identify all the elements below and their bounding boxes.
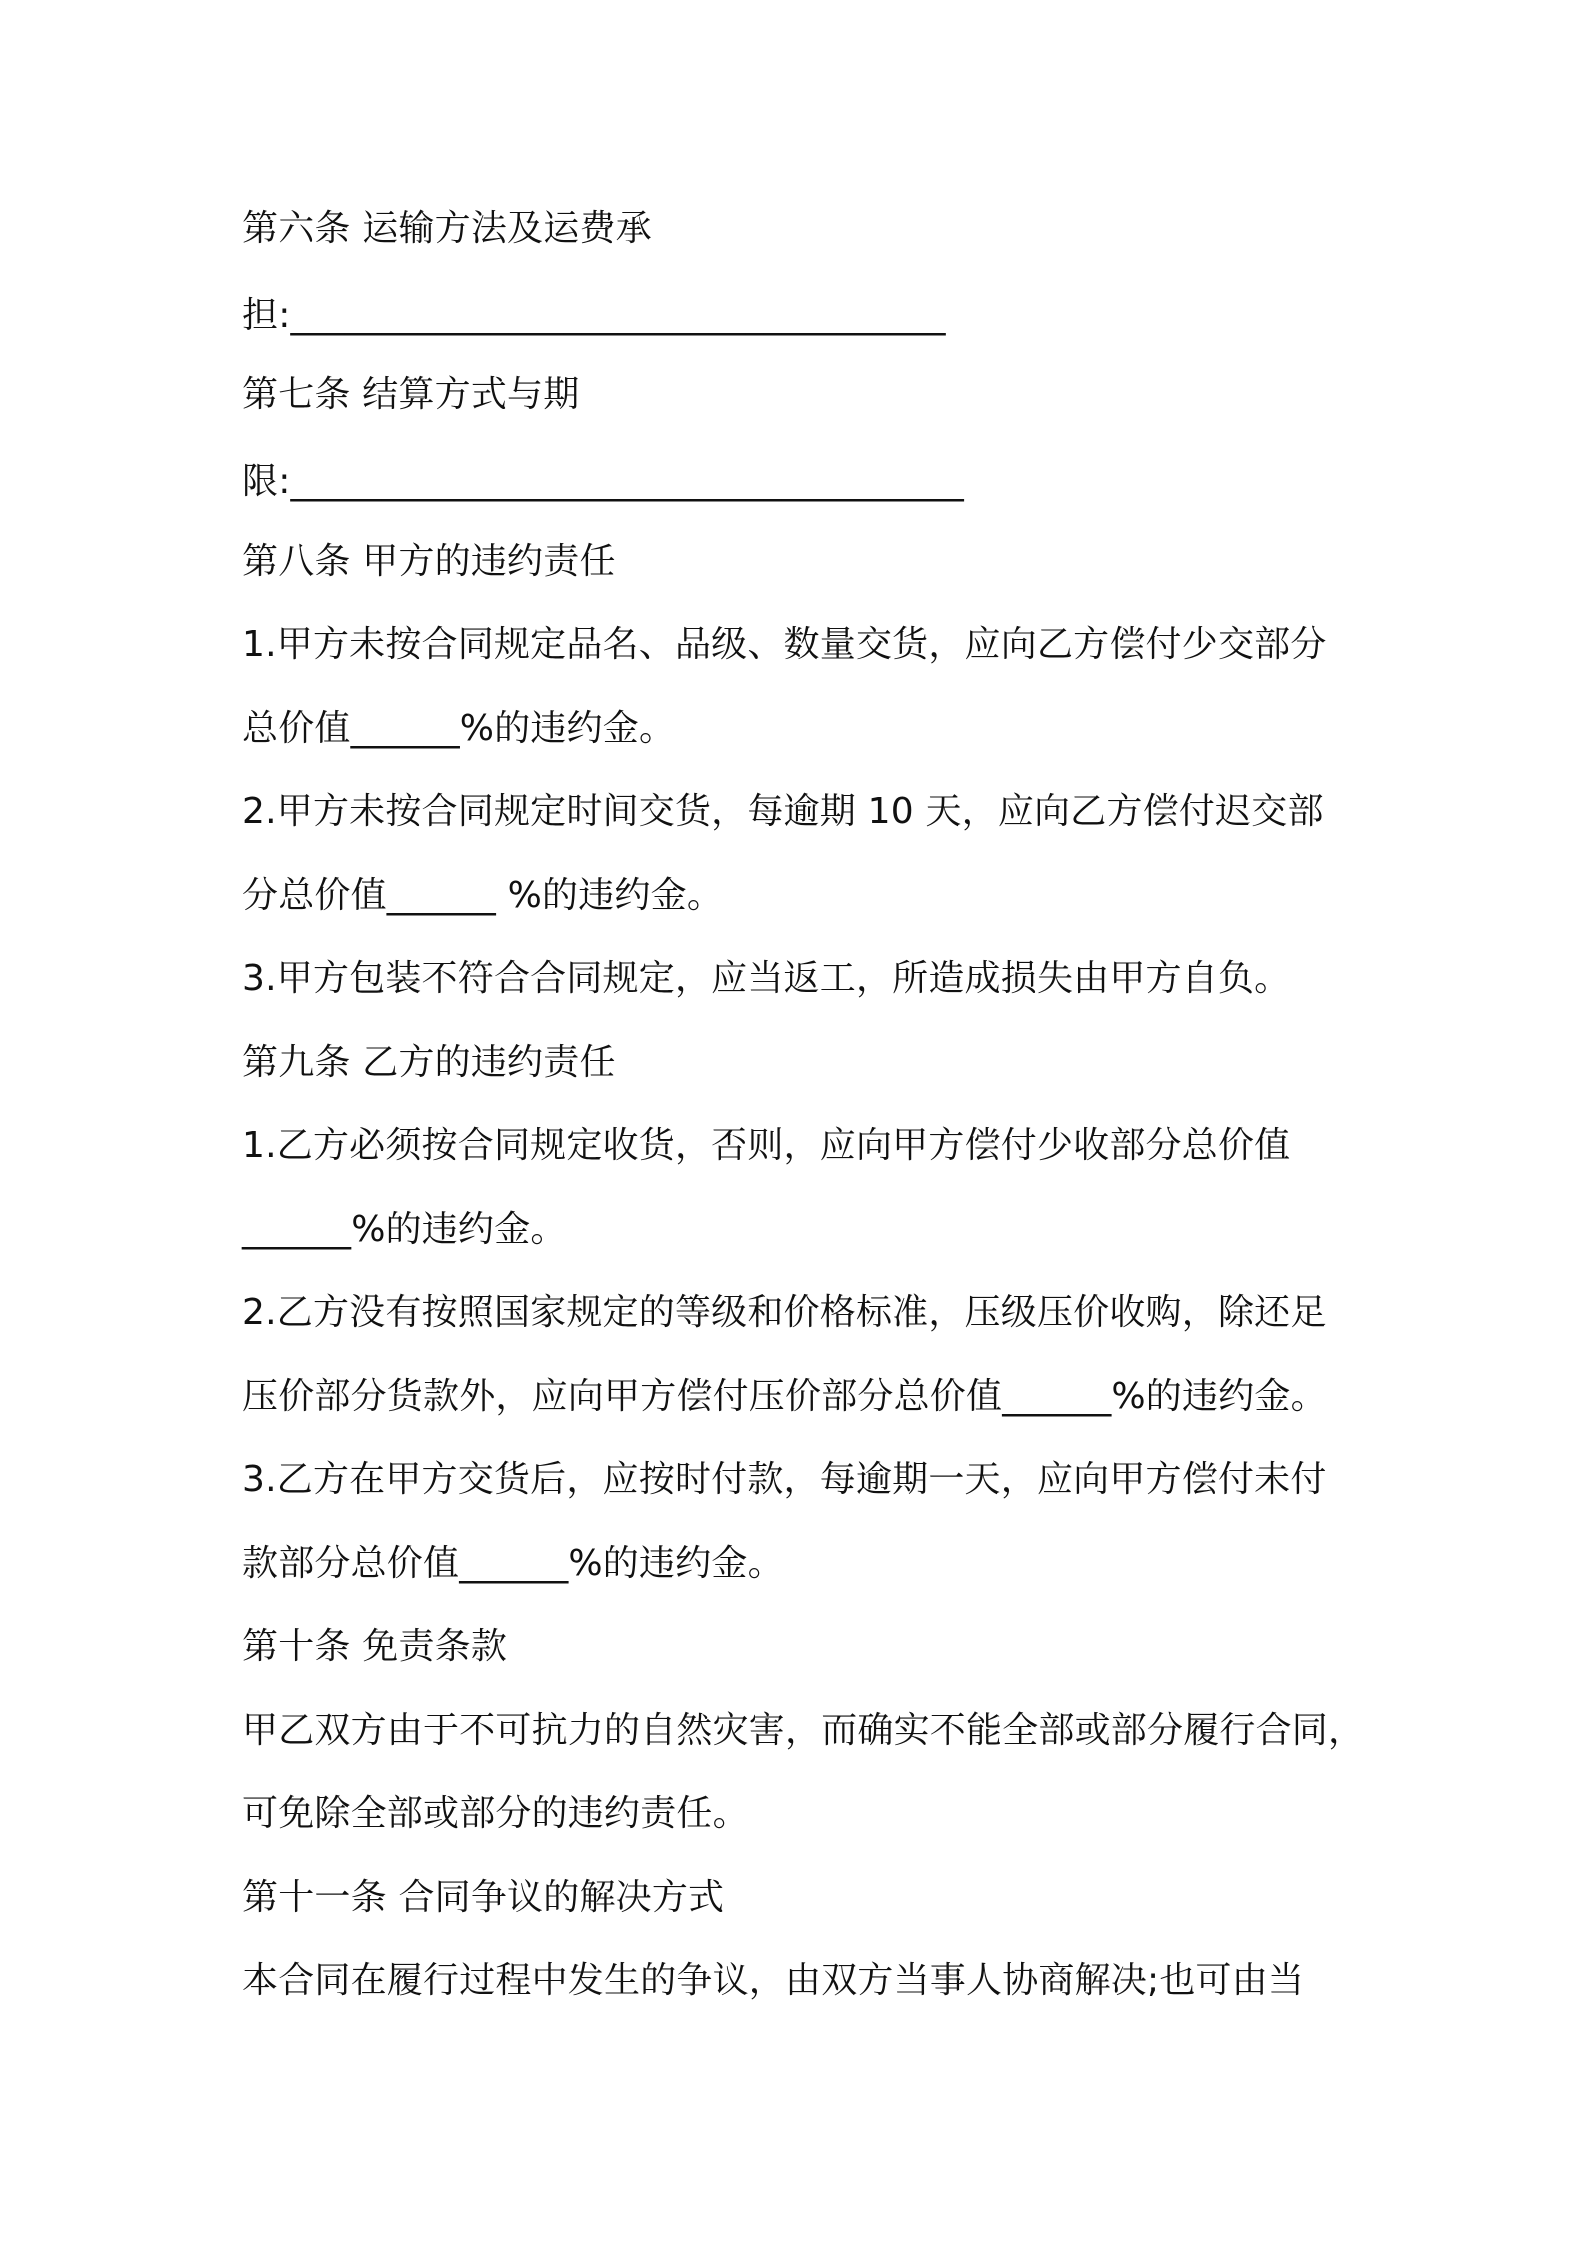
article-8-heading: 第八条 甲方的违约责任: [242, 541, 616, 582]
article-11-body-line-1: 本合同在履行过程中发生的争议，由双方当事人协商解决;也可由当: [242, 1960, 1305, 2001]
article-7-blank-line: 限:_____________________________________: [242, 461, 964, 502]
article-8-clause-1-line-1: 1.甲方未按合同规定品名、品级、数量交货，应向乙方偿付少交部分: [242, 624, 1327, 665]
article-8-clause-1-line-2: 总价值______%的违约金。: [242, 708, 676, 749]
article-9-clause-1-line-1: 1.乙方必须按合同规定收货，否则，应向甲方偿付少收部分总价值: [242, 1125, 1291, 1166]
article-8-clause-3: 3.甲方包装不符合合同规定，应当返工，所造成损失由甲方自负。: [242, 958, 1291, 999]
article-11-heading: 第十一条 合同争议的解决方式: [242, 1877, 725, 1918]
article-8-clause-2-line-1: 2.甲方未按合同规定时间交货，每逾期 10 天，应向乙方偿付迟交部: [242, 791, 1324, 832]
article-10-heading: 第十条 免责条款: [242, 1626, 508, 1667]
article-6-heading: 第六条 运输方法及运费承: [242, 208, 652, 249]
article-10-body-line-2: 可免除全部或部分的违约责任。: [242, 1793, 749, 1834]
article-9-clause-3-line-1: 3.乙方在甲方交货后，应按时付款，每逾期一天，应向甲方偿付未付: [242, 1459, 1327, 1500]
article-8-clause-2-line-2: 分总价值______ %的违约金。: [242, 875, 724, 916]
article-7-heading: 第七条 结算方式与期: [242, 374, 580, 415]
article-6-blank-line: 担:____________________________________: [242, 295, 946, 336]
article-10-body-line-1: 甲乙双方由于不可抗力的自然灾害，而确实不能全部或部分履行合同，: [242, 1710, 1365, 1751]
article-9-heading: 第九条 乙方的违约责任: [242, 1042, 616, 1083]
article-9-clause-3-line-2: 款部分总价值______%的违约金。: [242, 1543, 784, 1584]
article-9-clause-2-line-2: 压价部分货款外，应向甲方偿付压价部分总价值______%的违约金。: [242, 1376, 1327, 1417]
article-9-clause-2-line-1: 2.乙方没有按照国家规定的等级和价格标准，压级压价收购，除还足: [242, 1292, 1327, 1333]
article-9-clause-1-line-2: ______%的违约金。: [242, 1209, 567, 1250]
